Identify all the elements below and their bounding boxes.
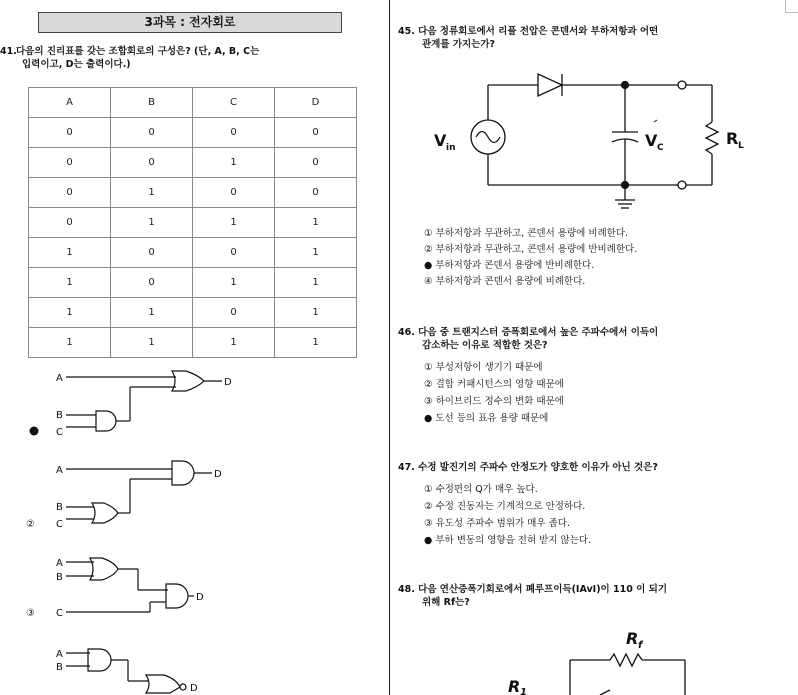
table-cell: 0 (111, 238, 193, 268)
table-cell: 0 (193, 238, 275, 268)
option-1 (424, 483, 591, 496)
table-cell: 0 (193, 118, 275, 148)
section-header: 3과목 : 전자회로 (38, 12, 342, 33)
question-45-options (424, 227, 637, 288)
option-3 (424, 395, 564, 408)
option-mark: ① (424, 484, 433, 495)
option-mark: ② (424, 501, 433, 512)
correct-answer-marker (30, 427, 39, 436)
opamp-circuit (490, 620, 730, 695)
option-2 (424, 378, 564, 391)
label-d: D (190, 683, 198, 694)
option-text: 부하 변동의 영향을 전혀 받지 않는다. (435, 535, 592, 546)
table-cell: 1 (275, 238, 357, 268)
label-r1: R (508, 677, 521, 695)
label-rf: R (626, 629, 639, 648)
rectifier-circuit (420, 62, 760, 222)
question-48 (398, 583, 783, 609)
label-vc-sub: C (657, 143, 664, 153)
option-3-correct (424, 259, 637, 272)
question-45-line1: 45. 다음 정류회로에서 리플 전압은 콘덴서와 부하저항과 어떤 (398, 26, 659, 37)
table-cell: 1 (29, 298, 111, 328)
table-cell: 1 (111, 208, 193, 238)
option-mark: ④ (424, 276, 433, 287)
label-c: C (56, 608, 63, 619)
circuit-option-3 (26, 558, 204, 619)
table-row (29, 298, 357, 328)
table-cell: 0 (275, 178, 357, 208)
question-46-line1: 46. 다음 중 트랜지스터 증폭회로에서 높은 주파수에서 이득이 (398, 327, 659, 338)
circuit-option-4 (56, 649, 198, 694)
table-cell: 0 (29, 178, 111, 208)
question-48-line1: 48. 다음 연산증폭기회로에서 폐루프이득(IAvI)이 110 이 되기 (398, 584, 668, 595)
option-mark: ③ (424, 396, 433, 407)
option-1 (424, 361, 564, 374)
option-3 (424, 517, 591, 530)
table-cell: 1 (29, 328, 111, 358)
question-46-line2: 감소하는 이유로 적합한 것은? (422, 340, 548, 351)
label-r1-sub: 1 (520, 687, 527, 695)
table-row (29, 208, 357, 238)
option-mark: ① (424, 362, 433, 373)
option-mark: ● (424, 260, 433, 271)
question-47-options (424, 483, 591, 547)
table-cell: 0 (275, 118, 357, 148)
table-cell: 1 (193, 148, 275, 178)
option-text: 하이브리드 정수의 변화 때문에 (435, 396, 564, 407)
table-cell: 0 (275, 148, 357, 178)
truth-table-header-row (29, 88, 357, 118)
table-cell: 1 (29, 238, 111, 268)
table-cell: 1 (193, 328, 275, 358)
table-cell: 1 (193, 268, 275, 298)
option-mark: ● (424, 413, 433, 424)
table-row (29, 268, 357, 298)
table-cell: 1 (275, 298, 357, 328)
table-header-a: A (29, 88, 111, 118)
table-cell: 0 (193, 178, 275, 208)
label-c: C (56, 519, 63, 530)
question-46-options (424, 361, 564, 425)
table-cell: 0 (193, 298, 275, 328)
option-4 (424, 275, 637, 288)
table-header-d: D (275, 88, 357, 118)
option-text: 유도성 주파수 범위가 매우 좁다. (435, 518, 570, 529)
label-d: D (214, 469, 222, 480)
table-cell: 0 (29, 208, 111, 238)
label-vin: V (434, 131, 447, 150)
label-c: C (56, 427, 63, 438)
question-45 (398, 25, 783, 51)
page-corner-marker (785, 0, 798, 13)
label-d: D (196, 592, 204, 603)
option-mark: ① (424, 228, 433, 239)
table-cell: 1 (29, 268, 111, 298)
table-cell: 1 (111, 178, 193, 208)
label-b: B (56, 410, 63, 421)
option-2 (424, 243, 637, 256)
label-rl-sub: L (738, 141, 744, 151)
option-mark: ② (424, 379, 433, 390)
table-header-c: C (193, 88, 275, 118)
choice-mark-2: ② (26, 519, 35, 530)
label-a: A (56, 649, 63, 660)
option-4-correct (424, 412, 564, 425)
table-row (29, 148, 357, 178)
question-47 (398, 461, 783, 474)
label-a: A (56, 465, 63, 476)
question-41-line2: 입력이고, D는 출력이다.) (22, 59, 131, 70)
option-text: 결합 커패시턴스의 영향 때문에 (435, 379, 564, 390)
option-mark: ② (424, 244, 433, 255)
option-text: 도선 등의 표유 용량 때문에 (435, 413, 549, 424)
option-text: 수정 진동자는 기계적으로 안정하다. (435, 501, 586, 512)
option-text: 부성저항이 생기기 때문에 (435, 362, 543, 373)
option-text: 수정편의 Q가 매우 높다. (435, 484, 538, 495)
question-46 (398, 326, 783, 352)
option-text: 부하저항과 콘덴서 용량에 비례한다. (435, 276, 586, 287)
question-41-line1: 다음의 진리표를 갖는 조합회로의 구성은? (단, A, B, C는 (16, 46, 260, 57)
option-mark: ③ (424, 518, 433, 529)
table-cell: 1 (193, 208, 275, 238)
choice-mark-3: ③ (26, 608, 35, 619)
table-row (29, 238, 357, 268)
table-cell: 1 (111, 298, 193, 328)
table-row (29, 178, 357, 208)
circuit-option-1 (30, 371, 233, 438)
table-row (29, 328, 357, 358)
table-cell: 1 (275, 208, 357, 238)
table-cell: 1 (275, 328, 357, 358)
option-text: 부하저항과 콘덴서 용량에 반비례한다. (435, 260, 595, 271)
label-d: D (224, 377, 232, 388)
label-b: B (56, 502, 63, 513)
label-a: A (56, 373, 63, 384)
logic-circuits (0, 355, 260, 695)
table-cell: 0 (29, 148, 111, 178)
label-b: B (56, 572, 63, 583)
table-cell: 1 (111, 328, 193, 358)
table-cell: 0 (111, 118, 193, 148)
table-row (29, 118, 357, 148)
truth-table (28, 87, 357, 358)
label-rl: R (726, 129, 739, 148)
label-vin-sub: in (446, 143, 456, 153)
table-cell: 1 (275, 268, 357, 298)
table-cell: 0 (111, 268, 193, 298)
table-cell: 0 (111, 148, 193, 178)
option-4-correct (424, 534, 591, 547)
label-a: A (56, 558, 63, 569)
question-45-line2: 관계를 가지는가? (422, 39, 496, 50)
table-header-b: B (111, 88, 193, 118)
circuit-option-2 (26, 461, 222, 530)
question-41-number: 41. (0, 46, 17, 57)
column-divider (389, 0, 390, 695)
option-2 (424, 500, 591, 513)
option-1 (424, 227, 637, 240)
table-cell: 0 (29, 118, 111, 148)
question-48-line2: 위해 Rf는? (422, 597, 470, 608)
question-41 (0, 45, 385, 71)
label-vc: V (645, 131, 658, 150)
label-b: B (56, 662, 63, 673)
option-text: 부하저항과 무관하고, 콘덴서 용량에 반비례한다. (435, 244, 638, 255)
option-mark: ● (424, 535, 433, 546)
question-47-line1: 47. 수정 발진기의 주파수 안정도가 양호한 이유가 아닌 것은? (398, 462, 658, 473)
label-rf-sub: f (638, 640, 643, 651)
option-text: 부하저항과 무관하고, 콘덴서 용량에 비례한다. (435, 228, 629, 239)
